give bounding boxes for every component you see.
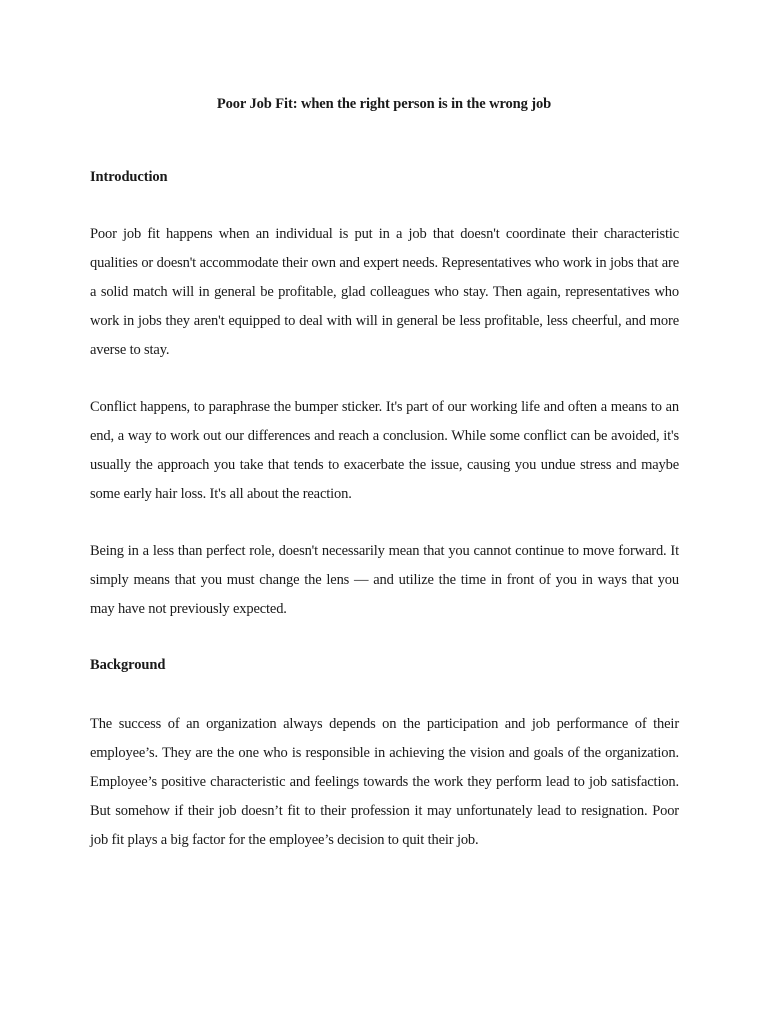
paragraph-intro-3: Being in a less than perfect role, doesn't necessarily mean that you cannot continue to move forward. It simply means that you must change the lens — and utilize the time in front of you in ways that you may have not previously expected.: [90, 543, 679, 617]
paragraph-background-1: The success of an organization always depends on the participation and job performance of their employee’s. They are the one who is responsible in achieving the vision and goals of the organization. Employee’s positive characteristic and feelings towards the work they perform lead to job satisfaction. But somehow if their job doesn’t fit to their profession it may unfortunately lead to resignation. Poor job fit plays a big factor for the employee’s decision to quit their job.: [90, 716, 679, 848]
section-heading-introduction: Introduction: [90, 169, 168, 185]
paragraph-intro-2: Conflict happens, to paraphrase the bumper sticker. It's part of our working life and often a means to an end, a way to work out our differences and reach a conclusion. While some conflict can be avoided, it's usually the approach you take that tends to exacerbate the issue, causing you undue stress and maybe some early hair loss. It's all about the reaction.: [90, 399, 679, 502]
paragraph-intro-1: Poor job fit happens when an individual is put in a job that doesn't coordinate their characteristic qualities or doesn't accommodate their own and expert needs. Representatives who work in jobs that are a solid match will in general be profitable, glad colleagues who stay. Then again, representatives who work in jobs they aren't equipped to deal with will in general be less profitable, less cheerful, and more averse to stay.: [90, 226, 679, 358]
document-title: Poor Job Fit: when the right person is in the wrong job: [216, 96, 552, 112]
section-heading-background: Background: [90, 657, 166, 673]
